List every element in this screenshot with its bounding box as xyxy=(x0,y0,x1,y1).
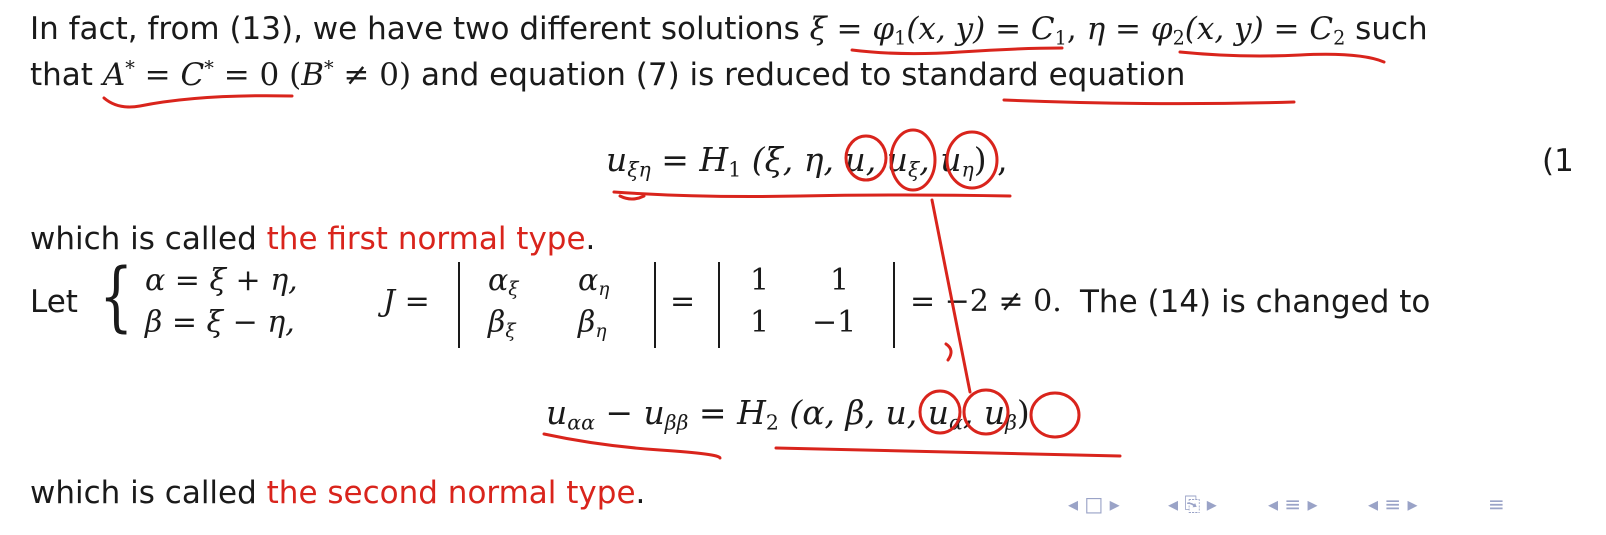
math-u: u xyxy=(643,393,665,432)
math-equals: = xyxy=(670,284,696,319)
math-sub: ξ xyxy=(907,157,920,182)
text-fragment: In fact, from (13), we have two different solutions xyxy=(30,11,810,47)
beamer-nav-bar xyxy=(1068,490,1606,520)
underline-stroke xyxy=(852,48,1062,54)
text-fragment: . xyxy=(635,475,646,511)
matrix-cell: $\beta_\eta$ xyxy=(578,305,607,343)
matrix-cell: $\alpha_\xi$ xyxy=(488,263,519,301)
math-equals: = xyxy=(688,393,738,432)
math-sub: 2 xyxy=(765,410,779,435)
math-comma: , xyxy=(1066,11,1087,47)
math-star: * xyxy=(323,56,334,80)
math-sub: 2 xyxy=(1172,26,1185,50)
highlight-term: the second normal type xyxy=(266,475,636,511)
math-sub: ββ xyxy=(664,410,689,435)
let-label: Let xyxy=(30,284,78,320)
text-fragment: that xyxy=(30,57,103,93)
section-nav-icon[interactable]: ◂ ≡ ▸ xyxy=(1268,492,1318,516)
det-bar xyxy=(654,262,656,348)
math-equals-zero: = 0 ( xyxy=(213,57,302,93)
text-line-last xyxy=(30,475,646,511)
math-args: (x, y) xyxy=(906,11,986,47)
det-result: = −2 ≠ 0. xyxy=(910,284,1062,319)
matrix-cell: 1 xyxy=(830,263,850,298)
math-equals: = xyxy=(134,57,181,93)
math-star: * xyxy=(204,56,214,80)
math-equals: = xyxy=(826,11,873,47)
equation-14 xyxy=(606,140,1008,182)
section-nav-icon[interactable]: ◂ ≡ ▸ xyxy=(1368,492,1418,516)
matrix-cell: −1 xyxy=(812,305,857,340)
det-bar xyxy=(893,262,895,348)
system-row-1: α = ξ + η, xyxy=(145,263,298,298)
circle-mark xyxy=(1031,393,1079,437)
matrix-cell: 1 xyxy=(750,305,770,340)
text-fragment: which is called xyxy=(30,221,267,257)
math-sub: αα xyxy=(567,410,595,435)
matrix-cell: $\beta_\xi$ xyxy=(488,305,516,343)
connector-stroke xyxy=(946,344,951,360)
text-fragment: . xyxy=(585,221,596,257)
math-H: H xyxy=(699,140,729,179)
text-fragment: and equation (7) is reduced to standard equation xyxy=(411,57,1186,93)
underline-stroke xyxy=(614,192,1010,197)
matrix-cell: 1 xyxy=(750,263,770,298)
math-u: u xyxy=(546,393,568,432)
math-neq: ≠ 0) xyxy=(333,57,412,93)
math-sub: 1 xyxy=(728,157,742,182)
left-brace: { xyxy=(99,251,134,340)
math-u: u xyxy=(606,140,628,179)
math-equals: = xyxy=(650,140,700,179)
math-sub: η xyxy=(961,157,974,182)
appendix-nav-icon[interactable]: ≡ xyxy=(1488,492,1505,516)
underline-stroke xyxy=(544,434,720,458)
math-star: * xyxy=(125,56,135,80)
math-equals: = xyxy=(985,11,1031,47)
math-close: ) xyxy=(1016,393,1030,432)
math-equals: = xyxy=(1105,11,1151,47)
underline-stroke xyxy=(776,448,1120,456)
equation-number: (1 xyxy=(1542,143,1574,179)
text-line-2 xyxy=(30,56,1186,93)
math-H: H xyxy=(737,393,766,432)
text-fragment: such xyxy=(1345,11,1428,47)
underline-stroke xyxy=(1180,52,1384,62)
math-close: ) , xyxy=(973,140,1008,179)
math-sub: 1 xyxy=(1054,26,1067,50)
math-phi: φ xyxy=(1150,11,1173,47)
subsection-nav-icon[interactable]: ◂ ⎘ ▸ xyxy=(1168,492,1217,516)
system-row-2: β = ξ − η, xyxy=(145,305,295,340)
math-equals: = xyxy=(1263,11,1310,47)
underline-stroke xyxy=(104,96,292,107)
underline-stroke xyxy=(1004,100,1294,104)
math-sub: α xyxy=(949,410,963,435)
math-A: A xyxy=(102,57,126,93)
math-sub: β xyxy=(1005,410,1017,435)
equation-15 xyxy=(546,393,1030,435)
det-bar xyxy=(718,262,720,348)
text-line-1 xyxy=(30,11,1428,50)
math-args: , u xyxy=(919,140,962,179)
highlight-term: the first normal type xyxy=(266,221,586,257)
math-minus: − xyxy=(594,393,644,432)
math-B: B xyxy=(301,57,324,93)
frame-nav-icon[interactable]: ◂ □ ▸ xyxy=(1068,492,1120,516)
math-args: (ξ, η, u, u xyxy=(741,140,908,179)
math-C: C xyxy=(180,57,205,93)
text-fragment: The (14) is changed to xyxy=(1080,284,1431,320)
math-args: , u xyxy=(962,393,1006,432)
jacobian-label: J = xyxy=(383,284,430,319)
math-sub: ξη xyxy=(627,157,651,182)
math-C: C xyxy=(1309,11,1334,47)
text-fragment: which is called xyxy=(30,475,267,511)
math-args: (α, β, u, u xyxy=(778,393,950,432)
math-phi: φ xyxy=(872,11,895,47)
matrix-cell: $\alpha_\eta$ xyxy=(578,263,610,301)
math-xi: ξ xyxy=(809,11,827,47)
math-eta: η xyxy=(1086,11,1106,47)
det-bar xyxy=(458,262,460,348)
math-args: (x, y) xyxy=(1184,11,1264,47)
math-sub: 2 xyxy=(1333,26,1346,50)
underline-stroke xyxy=(620,196,644,199)
math-C: C xyxy=(1030,11,1055,47)
math-sub: 1 xyxy=(894,26,907,50)
